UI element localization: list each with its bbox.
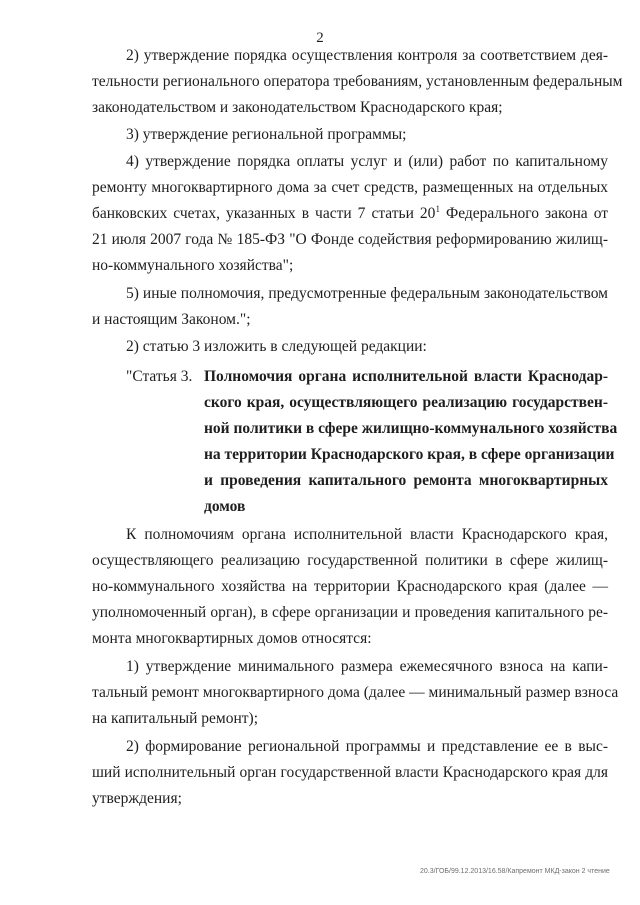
- text-line: тальный ремонт многоквартирного дома (далее — минимальный размер взноса: [92, 684, 619, 701]
- text-line: 1) утверждение минимального размера ежемесячного взноса на капи-: [126, 658, 608, 675]
- text-line: 21 июля 2007 года № 185-ФЗ "О Фонде содействия реформированию жилищ-: [92, 231, 608, 248]
- text-line: 5) иные полномочия, предусмотренные федеральным законодательством: [126, 285, 608, 302]
- text-fragment: Федерального закона от: [439, 205, 609, 222]
- text-line: уполномоченный орган), в сфере организации и проведения капитального ре-: [92, 604, 608, 621]
- text-line: 4) утверждение порядка оплаты услуг и (или) работ по капитальному: [126, 153, 608, 170]
- text-line: монта многоквартирных домов относятся:: [92, 630, 372, 647]
- superscript: 1: [435, 203, 440, 214]
- text-line: ремонту многоквартирного дома за счет средств, размещенных на отдельных: [92, 179, 608, 196]
- text-line: 2) формирование региональной программы и представление ее в выс-: [126, 738, 608, 755]
- text-line: ший исполнительный орган государственной власти Краснодарского края для: [92, 764, 608, 781]
- text-line: 2) утверждение порядка осуществления контроля за соответствием дея-: [126, 47, 608, 64]
- title-line: Полномочия органа исполнительной власти Краснодар-: [204, 368, 608, 385]
- text-line: 3) утверждение региональной программы;: [126, 126, 407, 143]
- text-line: 2) статью 3 изложить в следующей редакции:: [126, 338, 427, 355]
- title-line: ной политики в сфере жилищно-коммунального хозяйства: [204, 420, 618, 437]
- text-line: но-коммунального хозяйства на территории Краснодарского края (далее —: [92, 578, 608, 595]
- text-line: но-коммунального хозяйства";: [92, 257, 294, 274]
- text-line: и настоящим Законом.";: [92, 311, 251, 328]
- footer-file-path: 20.3/ГОБ/99.12.2013/16.58/Капремонт МКД-закон 2 чтение: [420, 868, 610, 875]
- text-line: законодательством и законодательством Краснодарского края;: [92, 99, 503, 116]
- page-number: 2: [316, 30, 324, 46]
- title-line: на территории Краснодарского края, в сфере организации: [204, 446, 615, 463]
- text-line: тельности регионального оператора требованиям, установленным федеральным: [92, 73, 623, 90]
- title-line: ского края, осуществляющего реализацию государствен-: [204, 394, 608, 411]
- text-line: утверждения;: [92, 790, 182, 807]
- title-line: домов: [204, 498, 246, 515]
- text-line: осуществляющего реализацию государственной политики в сфере жилищ-: [92, 552, 608, 569]
- text-line: [92, 204, 608, 224]
- text-fragment: банковских счетах, указанных в части 7 статьи 20: [92, 205, 436, 222]
- article-label: "Статья 3.: [126, 368, 193, 385]
- text-line: на капитальный ремонт);: [92, 710, 258, 727]
- title-line: и проведения капитального ремонта многоквартирных: [204, 472, 608, 489]
- text-line: К полномочиям органа исполнительной власти Краснодарского края,: [126, 526, 608, 543]
